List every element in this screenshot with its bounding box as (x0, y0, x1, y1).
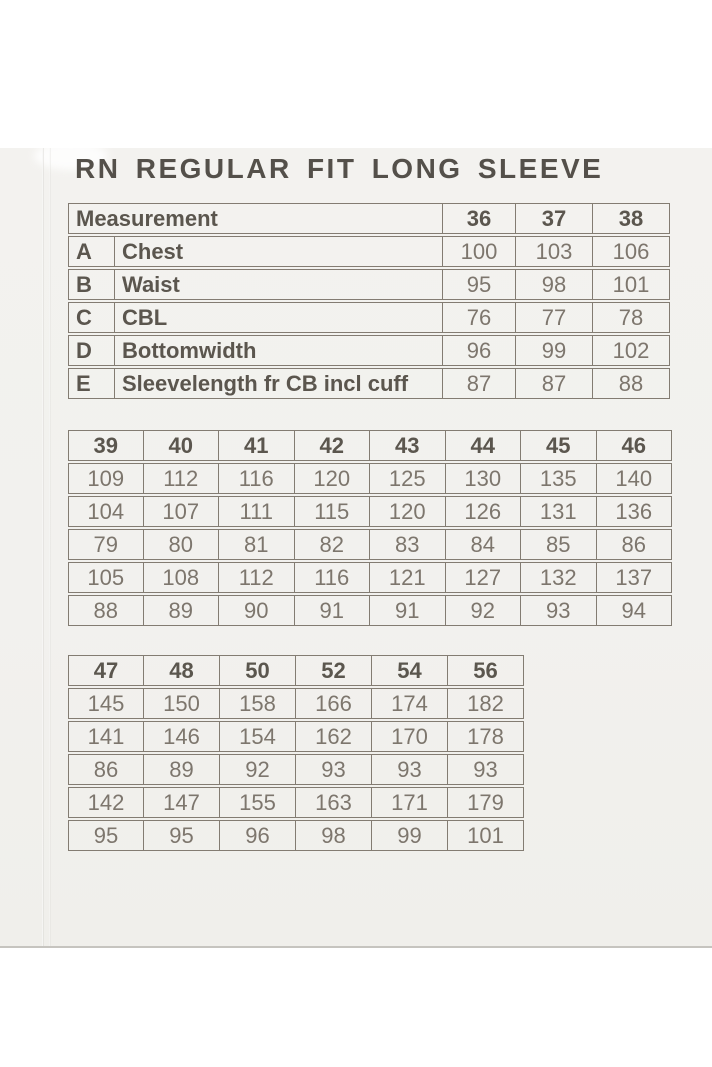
value-cell: 103 (516, 236, 593, 267)
value-cell: 179 (448, 787, 524, 818)
row-code-cell: B (68, 269, 115, 300)
table-row (68, 463, 672, 494)
value-cell: 81 (219, 529, 295, 560)
value-cell: 109 (68, 463, 144, 494)
value-cell: 88 (68, 595, 144, 626)
table-row (68, 203, 670, 234)
value-cell: 86 (68, 754, 144, 785)
value-cell: 99 (372, 820, 448, 851)
value-cell: 162 (296, 721, 372, 752)
table-row (68, 269, 670, 300)
value-cell: 174 (372, 688, 448, 719)
value-cell: 99 (516, 335, 593, 366)
value-cell: 136 (597, 496, 673, 527)
paper-fold-line (42, 148, 44, 946)
value-cell: 94 (597, 595, 673, 626)
table-row (68, 562, 672, 593)
value-cell: 125 (370, 463, 446, 494)
row-label-cell: Chest (115, 236, 443, 267)
value-cell: 84 (446, 529, 522, 560)
value-cell: 116 (295, 562, 371, 593)
value-cell: 120 (370, 496, 446, 527)
size-header-cell: 43 (370, 430, 446, 461)
size-header-cell: 44 (446, 430, 522, 461)
size-header-cell: 47 (68, 655, 144, 686)
value-cell: 154 (220, 721, 296, 752)
table-row (68, 721, 524, 752)
value-cell: 166 (296, 688, 372, 719)
row-code-cell: E (68, 368, 115, 399)
value-cell: 87 (516, 368, 593, 399)
value-cell: 182 (448, 688, 524, 719)
value-cell: 112 (219, 562, 295, 593)
value-cell: 108 (144, 562, 220, 593)
value-cell: 79 (68, 529, 144, 560)
value-cell: 78 (593, 302, 670, 333)
size-table-sizes-47-56 (68, 655, 524, 851)
value-cell: 132 (521, 562, 597, 593)
value-cell: 155 (220, 787, 296, 818)
value-cell: 145 (68, 688, 144, 719)
value-cell: 92 (446, 595, 522, 626)
value-cell: 80 (144, 529, 220, 560)
value-cell: 93 (296, 754, 372, 785)
value-cell: 141 (68, 721, 144, 752)
size-header-cell: 38 (593, 203, 670, 234)
size-label-paper (0, 148, 712, 948)
row-label-cell: Waist (115, 269, 443, 300)
value-cell: 131 (521, 496, 597, 527)
size-header-cell: 40 (144, 430, 220, 461)
value-cell: 96 (443, 335, 516, 366)
value-cell: 146 (144, 721, 220, 752)
value-cell: 98 (296, 820, 372, 851)
table-row (68, 302, 670, 333)
table-row (68, 368, 670, 399)
value-cell: 158 (220, 688, 296, 719)
value-cell: 85 (521, 529, 597, 560)
value-cell: 147 (144, 787, 220, 818)
value-cell: 150 (144, 688, 220, 719)
value-cell: 93 (448, 754, 524, 785)
row-label-cell: CBL (115, 302, 443, 333)
row-label-cell: Sleevelength fr CB incl cuff (115, 368, 443, 399)
value-cell: 82 (295, 529, 371, 560)
value-cell: 121 (370, 562, 446, 593)
table-row (68, 595, 672, 626)
value-cell: 91 (295, 595, 371, 626)
value-cell: 105 (68, 562, 144, 593)
table-row (68, 754, 524, 785)
value-cell: 178 (448, 721, 524, 752)
value-cell: 77 (516, 302, 593, 333)
size-header-cell: 39 (68, 430, 144, 461)
value-cell: 90 (219, 595, 295, 626)
row-code-cell: D (68, 335, 115, 366)
page-title: RN REGULAR FIT LONG SLEEVE (75, 153, 604, 184)
table-row (68, 529, 672, 560)
size-header-cell: 42 (295, 430, 371, 461)
value-cell: 102 (593, 335, 670, 366)
value-cell: 93 (521, 595, 597, 626)
value-cell: 115 (295, 496, 371, 527)
size-header-cell: 56 (448, 655, 524, 686)
value-cell: 112 (144, 463, 220, 494)
table-row (68, 655, 524, 686)
value-cell: 95 (144, 820, 220, 851)
value-cell: 163 (296, 787, 372, 818)
value-cell: 95 (443, 269, 516, 300)
table-row (68, 787, 524, 818)
value-cell: 130 (446, 463, 522, 494)
size-header-cell: 36 (443, 203, 516, 234)
measurement-header-cell: Measurement (68, 203, 443, 234)
value-cell: 106 (593, 236, 670, 267)
value-cell: 91 (370, 595, 446, 626)
table-row (68, 430, 672, 461)
value-cell: 100 (443, 236, 516, 267)
value-cell: 104 (68, 496, 144, 527)
size-header-cell: 46 (597, 430, 673, 461)
value-cell: 92 (220, 754, 296, 785)
value-cell: 96 (220, 820, 296, 851)
value-cell: 126 (446, 496, 522, 527)
value-cell: 95 (68, 820, 144, 851)
value-cell: 170 (372, 721, 448, 752)
value-cell: 88 (593, 368, 670, 399)
value-cell: 135 (521, 463, 597, 494)
value-cell: 93 (372, 754, 448, 785)
value-cell: 98 (516, 269, 593, 300)
size-header-cell: 45 (521, 430, 597, 461)
table-row (68, 335, 670, 366)
value-cell: 142 (68, 787, 144, 818)
value-cell: 137 (597, 562, 673, 593)
value-cell: 140 (597, 463, 673, 494)
row-label-cell: Bottomwidth (115, 335, 443, 366)
value-cell: 76 (443, 302, 516, 333)
value-cell: 83 (370, 529, 446, 560)
value-cell: 171 (372, 787, 448, 818)
size-header-cell: 41 (219, 430, 295, 461)
value-cell: 101 (593, 269, 670, 300)
size-header-cell: 50 (220, 655, 296, 686)
table-row (68, 820, 524, 851)
table-row (68, 236, 670, 267)
value-cell: 89 (144, 754, 220, 785)
value-cell: 107 (144, 496, 220, 527)
size-header-cell: 52 (296, 655, 372, 686)
row-code-cell: A (68, 236, 115, 267)
value-cell: 87 (443, 368, 516, 399)
table-row (68, 496, 672, 527)
value-cell: 127 (446, 562, 522, 593)
value-cell: 89 (144, 595, 220, 626)
table-row (68, 688, 524, 719)
row-code-cell: C (68, 302, 115, 333)
value-cell: 101 (448, 820, 524, 851)
size-header-cell: 54 (372, 655, 448, 686)
value-cell: 116 (219, 463, 295, 494)
size-header-cell: 37 (516, 203, 593, 234)
value-cell: 111 (219, 496, 295, 527)
measurement-table-sizes-36-38 (68, 203, 670, 399)
size-table-sizes-39-46 (68, 430, 672, 626)
paper-fold-line (49, 148, 51, 946)
value-cell: 120 (295, 463, 371, 494)
value-cell: 86 (597, 529, 673, 560)
size-header-cell: 48 (144, 655, 220, 686)
